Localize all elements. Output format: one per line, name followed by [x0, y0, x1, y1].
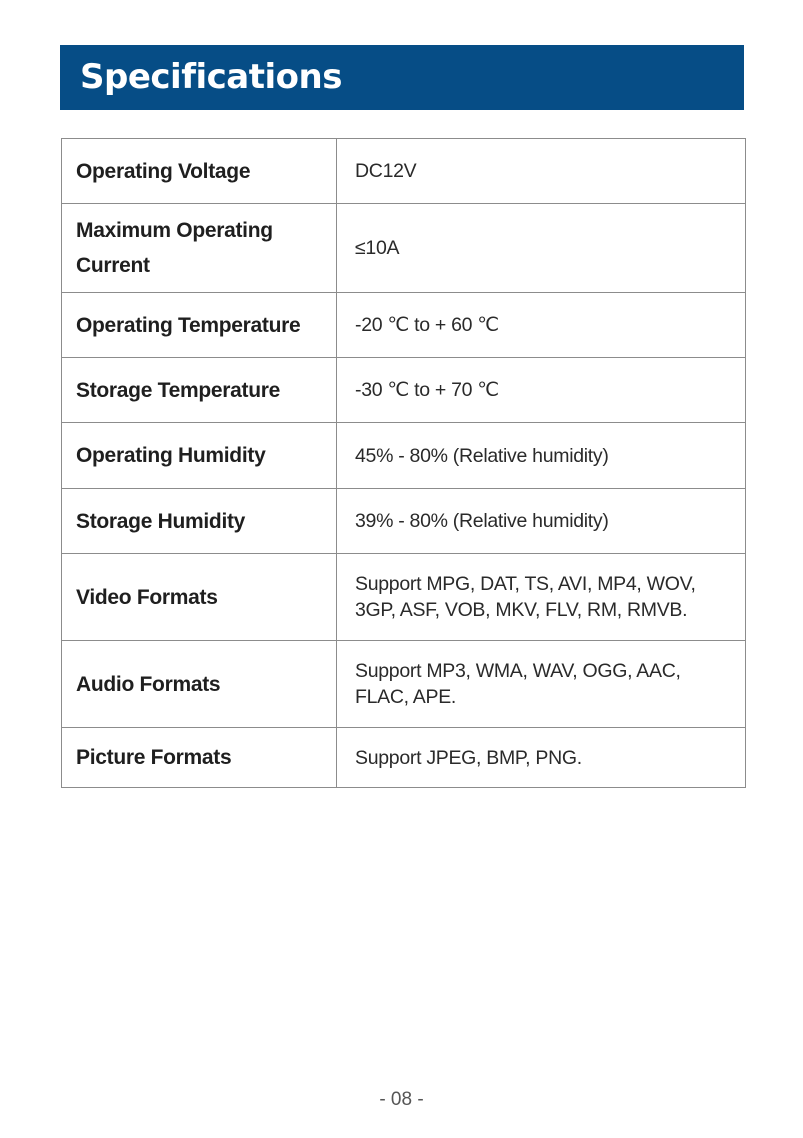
- section-header-banner: [60, 45, 744, 110]
- spec-value: -30 ℃ to + 70 ℃: [337, 358, 746, 423]
- spec-label: Storage Humidity: [62, 489, 337, 554]
- page-title: Specifications: [80, 57, 342, 97]
- spec-label: Video Formats: [62, 554, 337, 641]
- table-row-storage-humidity: [62, 489, 746, 554]
- table-row-storage-temperature: [62, 358, 746, 423]
- spec-label: Operating Temperature: [62, 293, 337, 358]
- spec-value: 39% - 80% (Relative humidity): [337, 489, 746, 554]
- spec-label: Operating Voltage: [62, 139, 337, 204]
- spec-value: ≤10A: [337, 204, 746, 293]
- table-row-operating-voltage: [62, 139, 746, 204]
- table-row-operating-humidity: [62, 423, 746, 489]
- spec-value: Support JPEG, BMP, PNG.: [337, 728, 746, 788]
- spec-value: DC12V: [337, 139, 746, 204]
- table-row-audio-formats: [62, 641, 746, 728]
- page-number: - 08 -: [379, 1089, 424, 1110]
- spec-value: Support MP3, WMA, WAV, OGG, AAC, FLAC, APE.: [337, 641, 746, 728]
- spec-label: Picture Formats: [62, 728, 337, 788]
- spec-label: Operating Humidity: [62, 423, 337, 489]
- spec-label: Audio Formats: [62, 641, 337, 728]
- spec-value: -20 ℃ to + 60 ℃: [337, 293, 746, 358]
- spec-label: Maximum Operating Current: [62, 204, 337, 293]
- table-row-operating-temperature: [62, 293, 746, 358]
- table-row-max-operating-current: [62, 204, 746, 293]
- specifications-table: [61, 138, 746, 788]
- spec-value: Support MPG, DAT, TS, AVI, MP4, WOV, 3GP, ASF, VOB, MKV, FLV, RM, RMVB.: [337, 554, 746, 641]
- spec-label: Storage Temperature: [62, 358, 337, 423]
- spec-value: 45% - 80% (Relative humidity): [337, 423, 746, 489]
- table-row-picture-formats: [62, 728, 746, 788]
- table-row-video-formats: [62, 554, 746, 641]
